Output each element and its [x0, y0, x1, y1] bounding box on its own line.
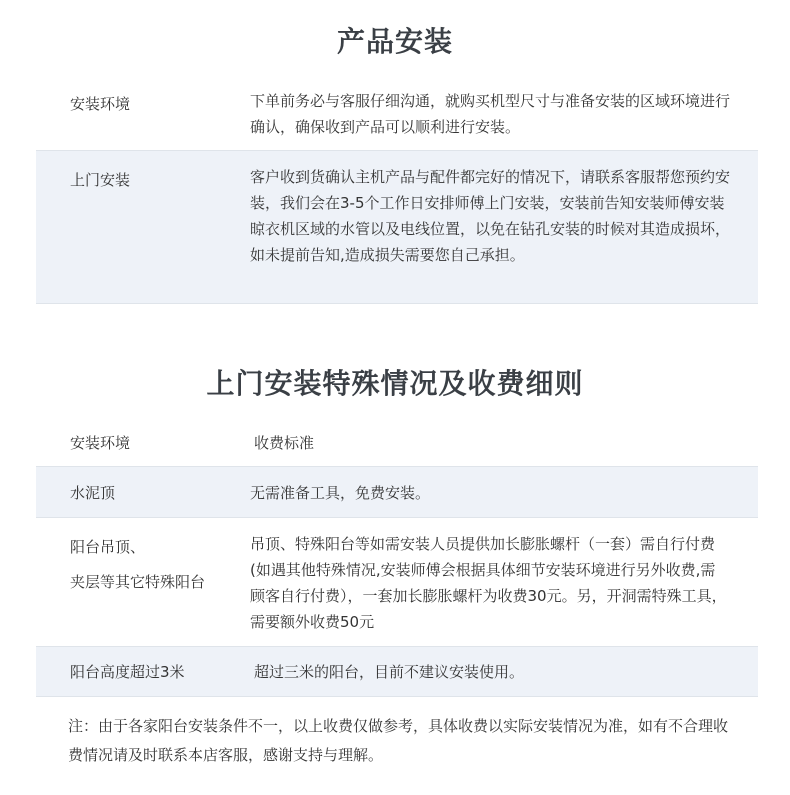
- section-title-product-install: 产品安装: [336, 25, 453, 58]
- row-label: 水泥顶: [70, 484, 116, 502]
- header-label-environment: 安装环境: [70, 434, 131, 452]
- footnote: 注：由于各家阳台安装条件不一，以上收费仅做参考，具体收费以实际安装情况为准，如有不合理收费情况请及时联系本店客服，感谢支持与理解。: [68, 717, 729, 764]
- table-row-install-environment: [36, 78, 758, 151]
- section-title-special-fees: 上门安装特殊情况及收费细则: [206, 367, 584, 400]
- table-header-row: [36, 420, 758, 467]
- row-label-line1: 阳台吊顶、: [70, 538, 146, 556]
- row-text: 无需准备工具，免费安装。: [250, 484, 431, 502]
- row-text: 吊顶、特殊阳台等如需安装人员提供加长膨胀螺杆（一套）需自行付费(如遇其他特殊情况,安装师傅会根据具体细节安装环境进行另外收费,需顾客自行付费），一套加长膨胀螺杆为收费30元。另，开洞需特殊工具，需要额外收费50元: [250, 535, 727, 631]
- table-row-special-balcony: [36, 518, 758, 647]
- row-text: 客户收到货确认主机产品与配件都完好的情况下，请联系客服帮您预约安装，我们会在3-5个工作日安排师傅上门安装，安装前告知安装师傅安装晾衣机区域的水管以及电线位置，以免在钻孔安装的时候对其造成损坏，如未提前告知,造成损失需要您自己承担。: [250, 168, 731, 264]
- table-row-onsite-install: [36, 151, 758, 304]
- row-text: 超过三米的阳台，目前不建议安装使用。: [254, 663, 525, 681]
- row-label: 安装环境: [70, 95, 131, 113]
- row-text: 下单前务必与客服仔细沟通，就购买机型尺寸与准备安装的区域环境进行确认，确保收到产品可以顺利进行安装。: [250, 92, 731, 136]
- row-label: 阳台高度超过3米: [70, 663, 185, 681]
- row-label-line2: 夹层等其它特殊阳台: [70, 573, 206, 591]
- header-label-fee-standard: 收费标准: [254, 434, 315, 452]
- table-row-concrete-ceiling: [36, 467, 758, 518]
- table-row-height-over-3m: [36, 647, 758, 697]
- row-label: 上门安装: [70, 171, 131, 189]
